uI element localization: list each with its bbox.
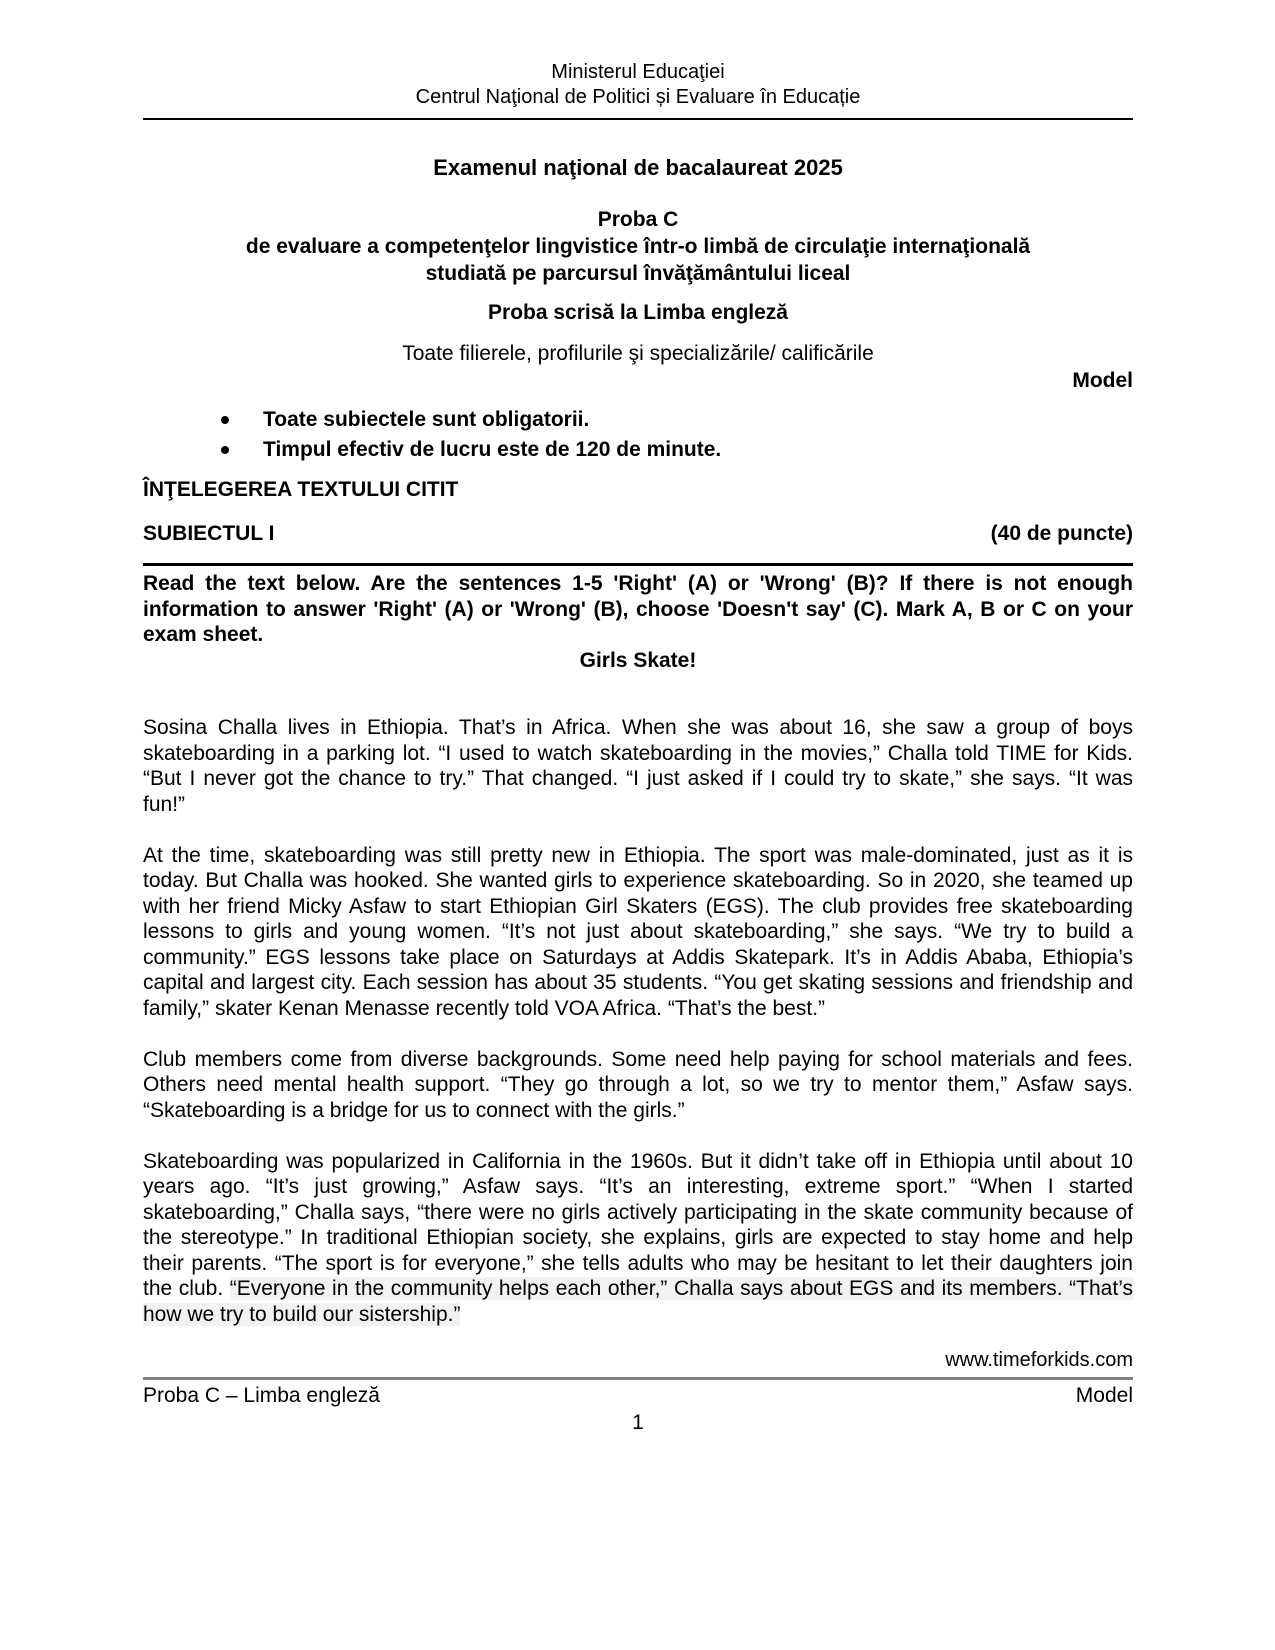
task-instructions: Read the text below. Are the sentences 1-5 'Right' (A) or 'Wrong' (B)? If there is not enough information to answer 'Right' (A) or 'Wrong' (B), choose 'Doesn't say' (C). Mark A, B or C on your exam sheet.: [143, 572, 1133, 646]
paragraph-4-highlighted-text: “Everyone in the community helps each other,” Challa says about EGS and its members. “That’s how we try to build our sistership.”: [143, 1277, 1133, 1326]
passage-paragraph-1: Sosina Challa lives in Ethiopia. That’s in Africa. When she was about 16, she saw a group of boys skateboarding in a parking lot. “I used to watch skateboarding in the movies,” Challa told TIME for Kids. “But I never got the chance to try.” That changed. “I just asked if I could try to skate,” she says. “It was fun!”: [143, 716, 1133, 816]
note-text: Timpul efectiv de lucru este de 120 de minute.: [263, 438, 722, 461]
footer-left-label: Proba C – Limba engleză: [143, 1384, 380, 1407]
ministry-name: Ministerul Educaţiei: [551, 61, 725, 83]
passage-paragraph-2: At the time, skateboarding was still pretty new in Ethiopia. The sport was male-dominated, just as it is today. But Challa was hooked. She wanted girls to experience skateboarding. So in 2020, she teamed up with her friend Micky Asfaw to start Ethiopian Girl Skaters (EGS). The club provides free skateboarding lessons to girls and young women. “It’s not just about skateboarding,” she says. “We try to build a community.” EGS lessons take place on Saturdays at Addis Skatepark. It’s in Addis Ababa, Ethiopia’s capital and largest city. Each session has about 35 students. “You get skating sessions and friendship and family,” skater Kenan Menasse recently told VOA Africa. “That’s the best.”: [143, 843, 1133, 1020]
points-label: (40 de puncte): [990, 522, 1133, 545]
subject-label: SUBIECTUL I: [143, 522, 275, 545]
ministry-header: [143, 60, 1133, 110]
exam-notes-list: [143, 405, 1133, 465]
footer-divider: [143, 1377, 1133, 1380]
header-divider: [143, 118, 1133, 120]
proba-name: Proba C: [597, 208, 679, 231]
task-divider: [143, 563, 1133, 566]
proba-description-line2: studiată pe parcursul învăţământului liceal: [425, 262, 851, 285]
note-item-mandatory: [143, 405, 1133, 435]
reading-text-title: Girls Skate!: [579, 648, 697, 672]
footer-row: [143, 1384, 1133, 1408]
proba-description-line1: de evaluare a competenţelor lingvistice într-o limbă de circulaţie internaţională: [245, 235, 1031, 258]
note-item-time: [143, 435, 1133, 465]
bullet-icon: [221, 446, 229, 454]
reading-passage: [143, 715, 1133, 1327]
national-center-name: Centrul Naţional de Politici și Evaluare în Educație: [415, 86, 861, 108]
footer-right-label: Model: [1075, 1384, 1133, 1407]
bullet-icon: [221, 416, 229, 424]
note-text: Toate subiectele sunt obligatorii.: [263, 408, 590, 431]
section-heading: ÎNŢELEGEREA TEXTULUI CITIT: [143, 478, 459, 501]
subject-row: [143, 522, 1133, 546]
passage-paragraph-4: [143, 1149, 1133, 1328]
paragraph-4-normal-text: Skateboarding was popularized in California in the 1960s. But it didn’t take off in Ethiopia until about 10 years ago. “It’s just growing,” Asfaw says. “It’s an interesting, extreme sport.” “When I started skateboarding,” Challa says, “there were no girls actively participating in the skate community because of the stereotype.” In traditional Ethiopian society, she explains, girls are expected to stay home and help their parents. “The sport is for everyone,” she tells adults who may be hesitant to let their daughters join the club.: [143, 1149, 1133, 1300]
model-label: Model: [1072, 369, 1133, 392]
source-attribution: www.timeforkids.com: [945, 1349, 1133, 1371]
exam-title: Examenul naţional de bacalaureat 2025: [433, 155, 843, 180]
written-test-title: Proba scrisă la Limba engleză: [488, 301, 788, 324]
page-number: 1: [632, 1411, 644, 1434]
filiere-line: Toate filierele, profilurile şi specializările/ calificările: [402, 342, 874, 365]
proba-block: [143, 206, 1133, 287]
passage-paragraph-3: Club members come from diverse backgrounds. Some need help paying for school materials and fees. Others need mental health support. “They go through a lot, so we try to mentor them,” Asfaw says. “Skateboarding is a bridge for us to connect with the girls.”: [143, 1047, 1133, 1122]
